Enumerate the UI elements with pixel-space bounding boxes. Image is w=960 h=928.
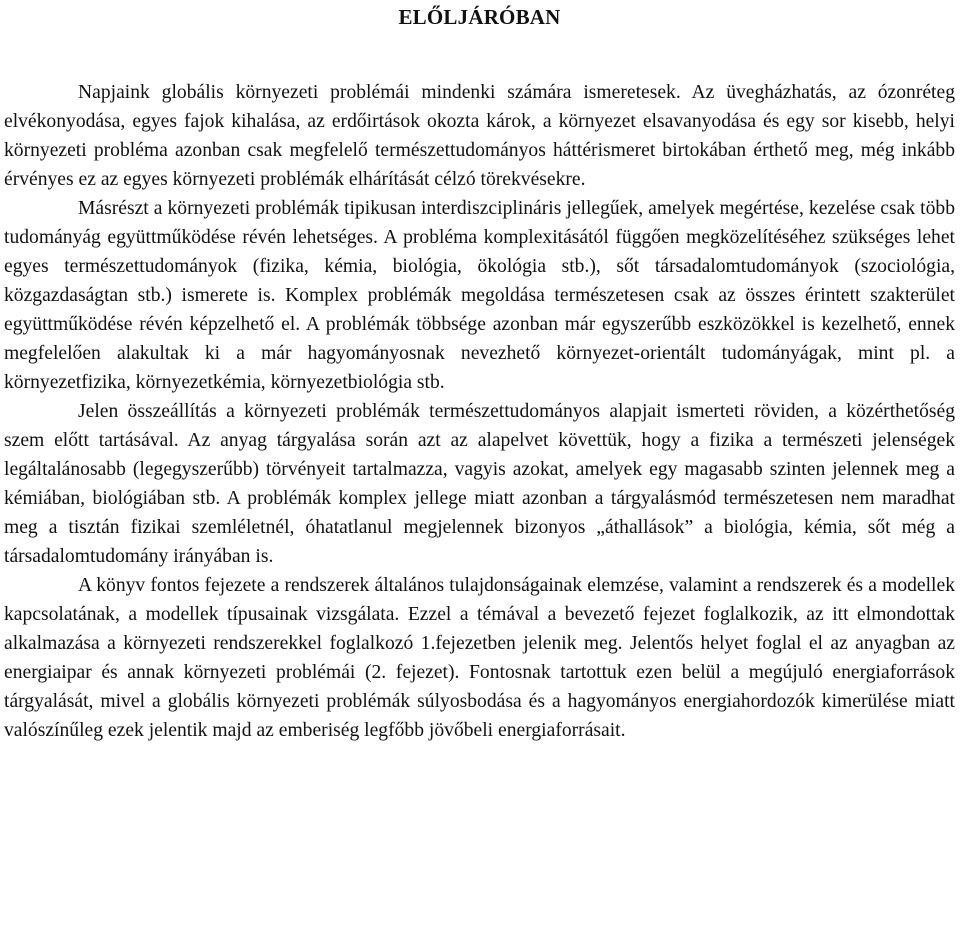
page-title: ELŐLJÁRÓBAN (398, 5, 561, 29)
paragraph-2: Másrészt a környezeti problémák tipikusan interdiszciplináris jellegűek, amelyek megértése, kezelése csak több tudományág együttműködése révén lehetséges. A probléma komplexitásától függően megközelítéséhez szükséges lehet egyes természettudományok (fizika, kémia, biológia, ökológia stb.), sőt társadalomtudományok (szociológia, közgazdaságtan stb.) ismerete is. Komplex problémák megoldása természetesen csak az összes érintett szakterület együttműködése révén képzelhető el. A problémák többsége azonban már egyszerűbb eszközökkel is kezelhető, ennek megfelelően alakultak ki a már hagyományosnak nevezhető környezet-orientált tudományágak, mint pl. a környezetfizika, környezetkémia, környezetbiológia stb. (4, 198, 955, 393)
paragraph-4: A könyv fontos fejezete a rendszerek általános tulajdonságainak elemzése, valamint a rendszerek és a modellek kapcsolatának, a modellek típusainak vizsgálata. Ezzel a témával a bevezető fejezet foglalkozik, az itt elmondottak alkalmazása a környezeti rendszerekkel foglalkozó 1.fejezetben jelenik meg. Jelentős helyet foglal el az anyagban az energiaipar és annak környezeti problémái (2. fejezet). Fontosnak tartottuk ezen belül a megújuló energiaforrások tárgyalását, mivel a globális környezeti problémák súlyosbodása és a hagyományos energiahordozók kimerülése miatt valószínűleg ezek jelentik majd az emberiség legfőbb jövőbeli energiaforrásait. (4, 575, 955, 741)
paragraph-1: Napjaink globális környezeti problémái mindenki számára ismeretesek. Az üvegházhatás, az ózonréteg elvékonyodása, egyes fajok kihalása, az erdőirtások okozta károk, a környezet elsavanyodása és egy sor kisebb, helyi környezeti probléma azonban csak megfelelő természettudományos háttérismeret birtokában érthető meg, még inkább érvényes ez az egyes környezeti problémák elhárítását célzó törekvésekre. (4, 82, 955, 190)
document-page (4, 0, 955, 928)
paragraph-3: Jelen összeállítás a környezeti problémák természettudományos alapjait ismerteti röviden, a közérthetőség szem előtt tartásával. Az anyag tárgyalása során azt az alapelvet követtük, hogy a fizika a természeti jelenségek legáltalánosabb (legegyszerűbb) törvényeit tartalmazza, vagyis azokat, amelyek egy magasabb szinten jelennek meg a kémiában, biológiában stb. A problémák komplex jellege miatt azonban a tárgyalásmód természetesen nem maradhat meg a tisztán fizikai szemléletnél, óhatatlanul megjelennek bizonyos „áthallások” a biológia, kémia, sőt még a társadalomtudomány irányában is. (4, 401, 955, 567)
title-spacing (4, 32, 955, 78)
